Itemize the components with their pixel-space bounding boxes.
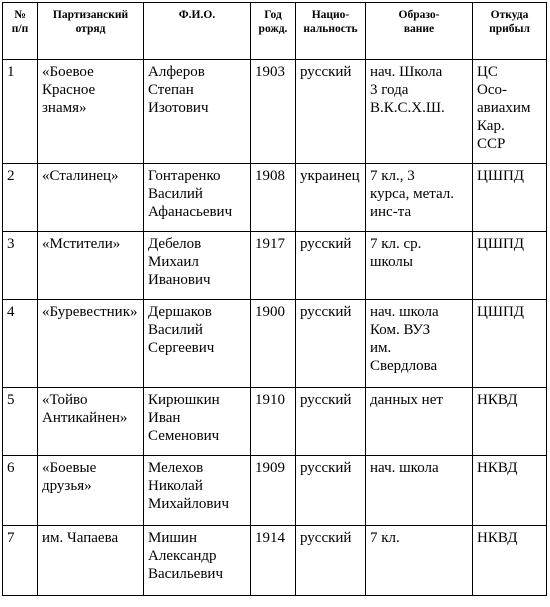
header-from: Откуда прибыл (473, 3, 547, 60)
cell-fio: Дебелов Михаил Иванович (144, 232, 251, 300)
cell-num: 6 (3, 456, 38, 526)
cell-education: нач. школа (366, 456, 473, 526)
table-row (3, 526, 547, 596)
cell-from: ЦС Осо- авиахим Кар. ССР (473, 60, 547, 164)
cell-fio: Дершаков Василий Сергеевич (144, 300, 251, 388)
cell-unit: «Боевое Красное знамя» (38, 60, 144, 164)
cell-from: ЦШПД (473, 164, 547, 232)
cell-fio: Алферов Степан Изотович (144, 60, 251, 164)
header-nationality: Нацио- нальность (296, 3, 366, 60)
cell-education: нач. школа Ком. ВУЗ им. Свердлова (366, 300, 473, 388)
cell-num: 2 (3, 164, 38, 232)
cell-num: 1 (3, 60, 38, 164)
cell-year: 1917 (251, 232, 296, 300)
table-row (3, 456, 547, 526)
table-row (3, 388, 547, 456)
cell-unit: «Буревестник» (38, 300, 144, 388)
cell-fio: Мелехов Николай Михайлович (144, 456, 251, 526)
header-year: Год рожд. (251, 3, 296, 60)
header-unit: Партизанский отряд (38, 3, 144, 60)
table-row (3, 164, 547, 232)
cell-education: данных нет (366, 388, 473, 456)
header-num: № п/п (3, 3, 38, 60)
cell-fio: Гонтаренко Василий Афанасьевич (144, 164, 251, 232)
header-education: Образо- вание (366, 3, 473, 60)
table-row (3, 60, 547, 164)
cell-nationality: русский (296, 300, 366, 388)
cell-from: НКВД (473, 526, 547, 596)
cell-from: НКВД (473, 456, 547, 526)
cell-year: 1903 (251, 60, 296, 164)
cell-nationality: русский (296, 60, 366, 164)
header-row (3, 3, 547, 60)
cell-nationality: русский (296, 388, 366, 456)
cell-year: 1900 (251, 300, 296, 388)
header-fio: Ф.И.О. (144, 3, 251, 60)
cell-from: ЦШПД (473, 300, 547, 388)
cell-nationality: украинец (296, 164, 366, 232)
cell-num: 4 (3, 300, 38, 388)
table-row (3, 300, 547, 388)
cell-education: нач. Школа 3 года В.К.С.Х.Ш. (366, 60, 473, 164)
cell-nationality: русский (296, 232, 366, 300)
cell-from: ЦШПД (473, 232, 547, 300)
cell-unit: «Сталинец» (38, 164, 144, 232)
cell-year: 1914 (251, 526, 296, 596)
cell-year: 1908 (251, 164, 296, 232)
cell-num: 7 (3, 526, 38, 596)
cell-fio: Мишин Александр Васильевич (144, 526, 251, 596)
cell-year: 1909 (251, 456, 296, 526)
partisan-commanders-table (2, 2, 547, 596)
cell-education: 7 кл., 3 курса, метал. инс-та (366, 164, 473, 232)
cell-unit: «Боевые друзья» (38, 456, 144, 526)
cell-education: 7 кл. (366, 526, 473, 596)
cell-from: НКВД (473, 388, 547, 456)
cell-nationality: русский (296, 456, 366, 526)
cell-num: 5 (3, 388, 38, 456)
table-row (3, 232, 547, 300)
cell-unit: им. Чапаева (38, 526, 144, 596)
cell-year: 1910 (251, 388, 296, 456)
cell-unit: «Мстители» (38, 232, 144, 300)
cell-fio: Кирюшкин Иван Семенович (144, 388, 251, 456)
cell-nationality: русский (296, 526, 366, 596)
cell-education: 7 кл. ср. школы (366, 232, 473, 300)
cell-num: 3 (3, 232, 38, 300)
cell-unit: «Тойво Антикайнен» (38, 388, 144, 456)
